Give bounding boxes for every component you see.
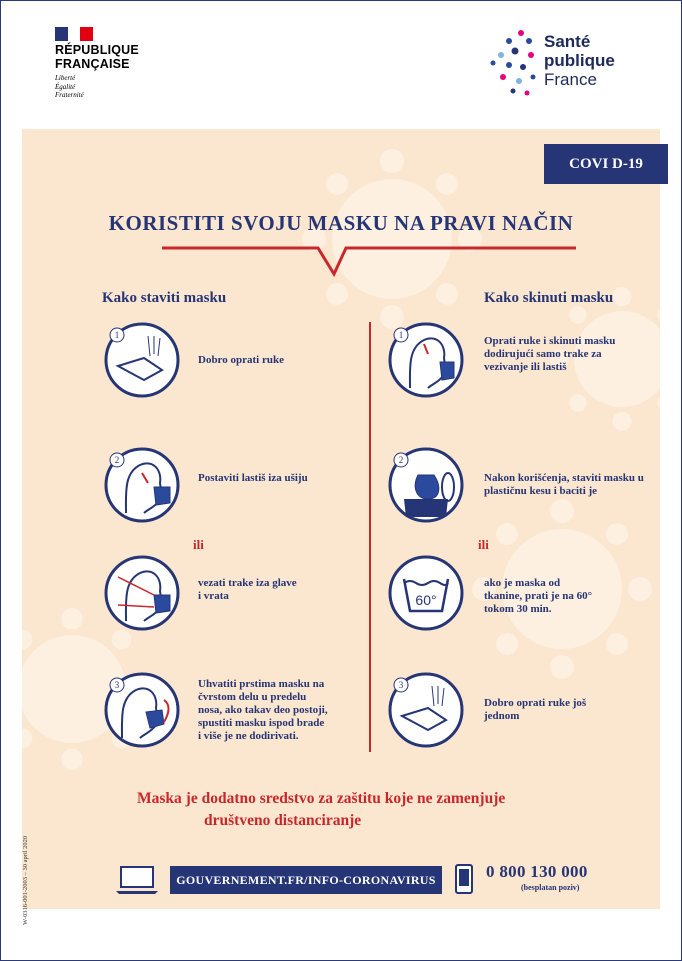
republique-line: RÉPUBLIQUE (55, 43, 139, 57)
step-text: Oprati ruke i skinuti masku dodirujući samo trake za vezivanje ili lastiš (484, 335, 616, 373)
speech-bubble-underline (160, 240, 580, 280)
phone-icon (455, 864, 473, 894)
trash-bag-icon (388, 447, 464, 523)
covid-badge: COVI D-19 (544, 144, 668, 184)
right-column-title: Kako skinuti masku (484, 290, 614, 306)
france-line: France (544, 70, 597, 89)
or-label: ili (193, 537, 204, 552)
column-divider (369, 322, 371, 752)
wash-60-icon (388, 555, 464, 631)
mask-adjust-icon (104, 672, 180, 748)
document-reference: W-0316-001-2003 – 30 april 2020 (22, 835, 29, 925)
francaise-line: FRANÇAISE (55, 57, 130, 71)
motto-fraternite: Fraternité (55, 91, 84, 99)
svg-text:3: 3 (398, 680, 404, 690)
step-text: Nakon korišćenja, staviti masku u plastičnu kesu i baciti je (484, 472, 644, 497)
wash-temperature-label: 60° (415, 592, 437, 608)
svg-text:1: 1 (114, 330, 120, 340)
mask-removal-icon (388, 322, 464, 398)
hand-washing-icon (104, 322, 180, 398)
mask-ears-icon (104, 447, 180, 523)
step-text: Uhvatiti prstima masku na čvrstom delu u predelu nosa, ako takav deo postoji, spustiti masku ispod brade i više je ne dodirivati. (198, 678, 328, 742)
warning-line: Maska je dodatno sredstvo za zaštitu koje ne zamenjuje (137, 790, 506, 807)
step-text: ako je maska od tkanine, prati je na 60° tokom 30 min. (484, 577, 592, 615)
or-label: ili (478, 537, 489, 552)
laptop-icon (115, 865, 159, 895)
republique-francaise-logo (55, 43, 139, 71)
svg-text:3: 3 (114, 680, 120, 690)
motto-liberte: Liberté (55, 74, 76, 82)
phone-note: (besplatan poziv) (521, 883, 580, 892)
warning-line: društveno distanciranje (204, 812, 362, 829)
website-link[interactable]: GOUVERNEMENT.FR/INFO-CORONAVIRUS (170, 866, 442, 894)
republic-motto (55, 74, 84, 100)
svg-text:1: 1 (398, 330, 404, 340)
step-text: Dobro oprati ruke još jednom (484, 697, 587, 722)
mask-ties-icon (104, 555, 180, 631)
svg-text:2: 2 (398, 455, 404, 465)
svg-text:2: 2 (114, 455, 120, 465)
french-flag-icon (55, 27, 93, 41)
hand-washing-icon (388, 672, 464, 748)
warning-message (100, 788, 584, 832)
step-text: vezati trake iza glave i vrata (198, 577, 297, 602)
sante-publique-dots-icon (489, 29, 549, 101)
step-text: Dobro oprati ruke (198, 354, 284, 366)
page-title: KORISTITI SVOJU MASKU NA PRAVI NAČIN (108, 211, 574, 235)
left-column-title: Kako staviti masku (102, 290, 227, 306)
motto-egalite: Égalité (55, 82, 76, 91)
sante-publique-logo (544, 32, 615, 89)
virus-background-icon (292, 139, 492, 339)
phone-number[interactable]: 0 800 130 000 (486, 862, 588, 881)
sante-line: Santé (544, 32, 591, 51)
publique-line: publique (544, 51, 615, 70)
step-text: Postaviti lastiš iza ušiju (198, 472, 308, 484)
header (1, 1, 681, 129)
